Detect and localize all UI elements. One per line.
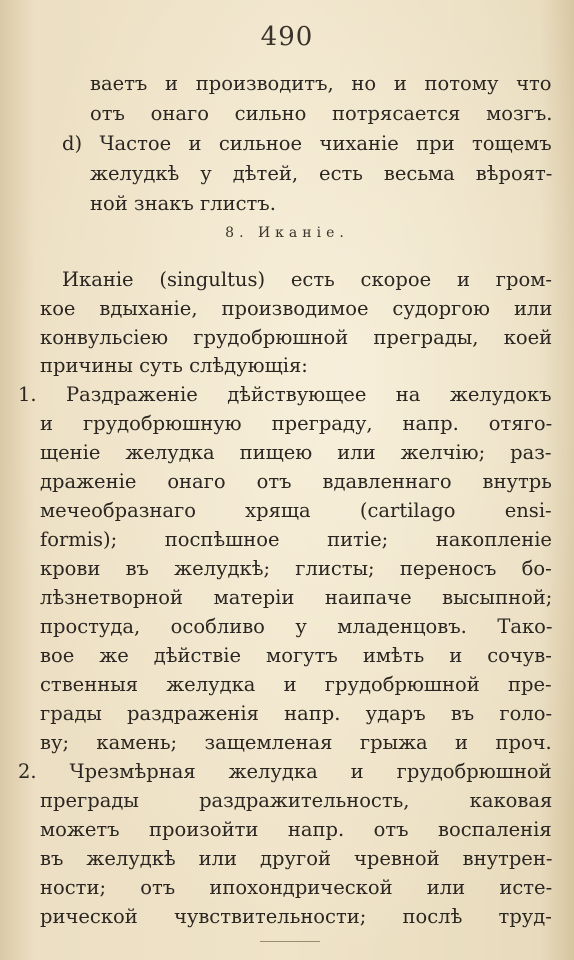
text-line: ности; отъ ипохондрической или исте- [40,876,553,899]
section-heading: 8. Иканіе. [225,225,349,241]
text-line: преграды раздражительность, каковая [40,789,553,812]
text-line: Иканіе (singultus) есть скорое и гром- [62,268,552,291]
text-line: ваетъ и производитъ, но и потому что [90,72,552,95]
text-line: крови въ желудкѣ; глисты; переносъ бо- [40,557,552,580]
text-line: d) Частое и сильное чиханіе при тощемъ [62,132,552,155]
text-line: въ желудкѣ или другой чревной внутрен- [40,847,553,870]
text-line: грады раздраженія напр. ударъ въ голо- [40,702,553,725]
text-line: и грудобрюшную преграду, напр. отяго- [40,412,553,435]
text-line: отъ онаго сильно потрясается мозгъ. [90,102,553,125]
text-line: лѣзнетворной матеріи наипаче высыпной; [40,586,553,609]
text-line: мечеобразнаго хряща (cartilago ensi- [40,499,552,522]
text-line: ной знакъ глистъ. [90,192,276,215]
text-line: вое же дѣйствіе могутъ имѣть и сочув- [40,644,552,667]
text-line: щеніе желудка пищею или желчію; раз- [40,441,552,464]
text-line: кое вдыханіе, производимое судоргою или [40,297,553,320]
text-line: можетъ произойти напр. отъ воспаленія [40,818,552,841]
text-line: причины суть слѣдующія: [40,354,308,377]
text-line: ву; камень; защемленая грыжа и проч. [40,731,552,754]
page-number: 490 [260,22,314,52]
bottom-divider [260,941,320,942]
text-line: драженіе онаго отъ вдавленнаго внутрь [40,470,552,493]
text-line: желудкѣ у дѣтей, есть весьма вѣроят- [90,162,553,185]
text-line: formis); поспѣшное питіе; накопленіе [40,528,552,551]
text-line: конвульсіею грудобрюшной преграды, коей [40,326,553,349]
list-item-1: 1. Раздраженіе дѣйствующее на желудокъ [18,383,552,406]
list-item-2: 2. Чрезмѣрная желудка и грудобрюшной [18,760,552,783]
text-line: рической чувствительности; послѣ труд- [40,905,552,928]
text-line: ственныя желудка и грудобрюшной пре- [40,673,552,696]
text-line: простуда, особливо у младенцовъ. Тако- [40,615,553,638]
